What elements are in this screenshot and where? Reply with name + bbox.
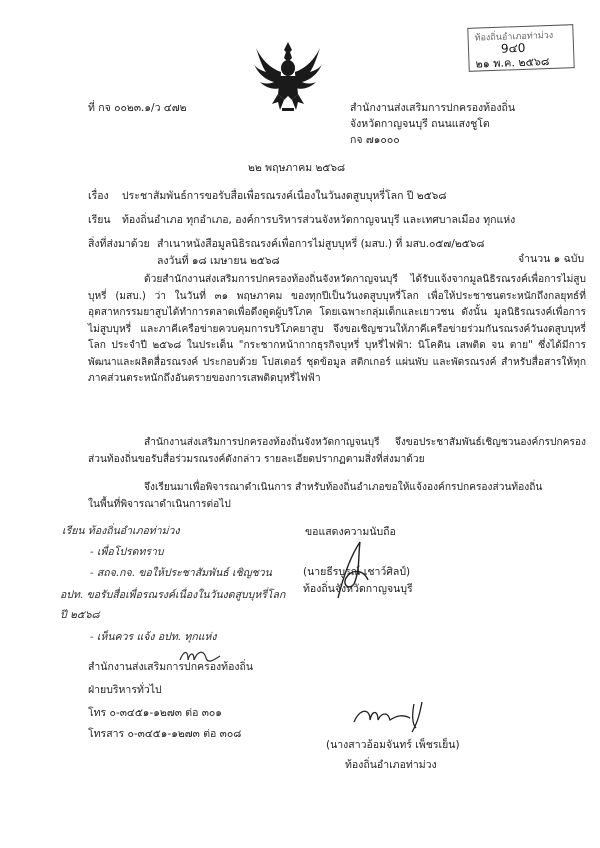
bottom-signer-position: ท้องถิ่นอำเภอท่าม่วง bbox=[345, 759, 437, 771]
contact-phone: โทร ๐-๓๔๕๑-๑๒๗๓ ต่อ ๓๐๑ bbox=[88, 707, 222, 719]
bottom-signer-name: (นางสาวอ้อมจันทร์ เพ็ชรเย็น) bbox=[326, 739, 460, 751]
document-number: ที่ กจ ๐๐๒๓.๑/ว ๔๗๒ bbox=[88, 102, 187, 114]
signer-name: (นายธีรบูรณ์ เชาว์ศิลป์) bbox=[303, 566, 411, 578]
handwritten-note-line: - เพื่อโปรดทราบ bbox=[90, 546, 164, 558]
bottom-signature-scribble-icon bbox=[350, 698, 440, 742]
handwritten-note-line: ปี ๒๕๖๘ bbox=[60, 609, 100, 621]
enclosure-line1: สำเนาหนังสือมูลนิธิรณรงค์เพื่อการไม่สูบบุหรี่ (มสบ.) ที่ มสบ.๐๕๗/๒๕๖๘ bbox=[157, 238, 485, 250]
garuda-emblem-icon bbox=[252, 38, 324, 116]
body-paragraph-3-line1: จึงเรียนมาเพื่อพิจารณาดำเนินการ สำหรับท้องถิ่นอำเภอขอให้แจ้งองค์กรปกครองส่วนท้องถิ่น bbox=[144, 482, 543, 493]
enclosure-label: สิ่งที่ส่งมาด้วย bbox=[88, 238, 150, 250]
body-paragraph-2: สำนักงานส่งเสริมการปกครองท้องถิ่นจังหวัดกาญจนบุรี จึงขอประชาสัมพันธ์เชิญชวนองค์กรปกครองส่วนท้องถิ่นขอรับสื่อร่วมรณรงค์ดังกล่าว รายละเอียดปรากฏตามสิ่งที่ส่งมาด้วย bbox=[88, 437, 586, 465]
stamp-number: 9๔0 bbox=[500, 40, 526, 56]
enclosure-count: จำนวน ๑ ฉบับ bbox=[518, 253, 585, 265]
body-paragraph-3-line2: ในพื้นที่พิจารณาดำเนินการต่อไป bbox=[88, 499, 231, 510]
signer-position: ท้องถิ่นจังหวัดกาญจนบุรี bbox=[303, 583, 413, 595]
subject-label: เรื่อง bbox=[88, 190, 109, 202]
body-paragraph-1: ด้วยสำนักงานส่งเสริมการปกครองท้องถิ่นจังหวัดกาญจนบุรี ได้รับแจ้งจากมูลนิธิรณรงค์เพื่อการไม่สูบบุหรี่ (มสบ.) ว่า ในวันที่ ๓๑ พฤษภาคม ของทุกปีเป็นวันงดสูบบุหรี่โลก เพื่อให้ประชาชนตระหนักถึงกลยุทธ์ที่อุตสาหกรรมยาสูบได้ทำการตลาดเพื่อดึงดูดผู้บริโภค โดยเฉพาะกลุ่มเด็กและเยาวชน ดังนั้น มูลนิธิรณรงค์เพื่อการไม่สูบบุหรี่ และภาคีเครือข่ายควบคุมการบริโภคยาสูบ จึงขอเชิญชวนให้ภาคีเครือข่ายร่วมกันรณรงค์วันงดสูบบุหรี่โลก ประจำปี ๒๕๖๘ ในประเด็น "กระชากหน้ากากธุรกิจบุหรี่ บุหรี่ไฟฟ้า: นิโคติน เสพติด จน ตาย" ซึ่งได้มีการพัฒนาและผลิตสื่อรณรงค์ ประกอบด้วย โปสเตอร์ ชุดข้อมูล สติกเกอร์ แผ่นพับ และพัดรณรงค์ สำหรับสื่อสารให้ทุกภาคส่วนตระหนักถึงอันตรายของการเสพติดบุหรี่ไฟฟ้า bbox=[88, 274, 586, 385]
contact-fax: โทรสาร ๐-๓๔๕๑-๑๒๗๓ ต่อ ๓๐๘ bbox=[88, 728, 242, 740]
contact-office: สำนักงานส่งเสริมการปกครองท้องถิ่น bbox=[88, 661, 254, 673]
handwritten-note-line: - เห็นควร แจ้ง อปท. ทุกแห่ง bbox=[90, 631, 217, 643]
handwritten-note-line: - สถจ.กจ. ขอให้ประชาสัมพันธ์ เชิญชวน bbox=[90, 567, 272, 579]
handwritten-note-greeting: เรียน ท้องถิ่นอำเภอท่าม่วง bbox=[62, 525, 180, 537]
sender-org-name: สำนักงานส่งเสริมการปกครองท้องถิ่น bbox=[350, 102, 516, 114]
stamp-office: ท้องถิ่นอำเภอท่าม่วง bbox=[474, 30, 554, 44]
stamp-date: ๒๑ พ.ค. ๒๕๖๘ bbox=[475, 55, 550, 71]
closing-phrase: ขอแสดงความนับถือ bbox=[305, 526, 396, 538]
sender-postcode: กจ ๗๑๐๐๐ bbox=[350, 134, 400, 146]
document-date: ๒๒ พฤษภาคม ๒๕๖๘ bbox=[248, 162, 346, 174]
subject-text: ประชาสัมพันธ์การขอรับสื่อเพื่อรณรงค์เนื่องในวันงดสูบบุหรี่โลก ปี ๒๕๖๘ bbox=[122, 190, 447, 202]
to-text: ท้องถิ่นอำเภอ ทุกอำเภอ, องค์การบริหารส่วนจังหวัดกาญจนบุรี และเทศบาลเมือง ทุกแห่ง bbox=[122, 214, 516, 226]
contact-section: ฝ่ายบริหารทั่วไป bbox=[88, 684, 162, 696]
sender-org-address: จังหวัดกาญจนบุรี ถนนแสงชูโต bbox=[350, 118, 490, 130]
handwritten-note-line: อปท. ขอรับสื่อเพื่อรณรงค์เนื่องในวันงดสูบบุหรี่โลก bbox=[60, 589, 286, 601]
to-label: เรียน bbox=[88, 214, 111, 226]
enclosure-line2: ลงวันที่ ๑๘ เมษายน ๒๕๖๘ bbox=[157, 255, 280, 267]
receiving-stamp bbox=[467, 24, 574, 72]
